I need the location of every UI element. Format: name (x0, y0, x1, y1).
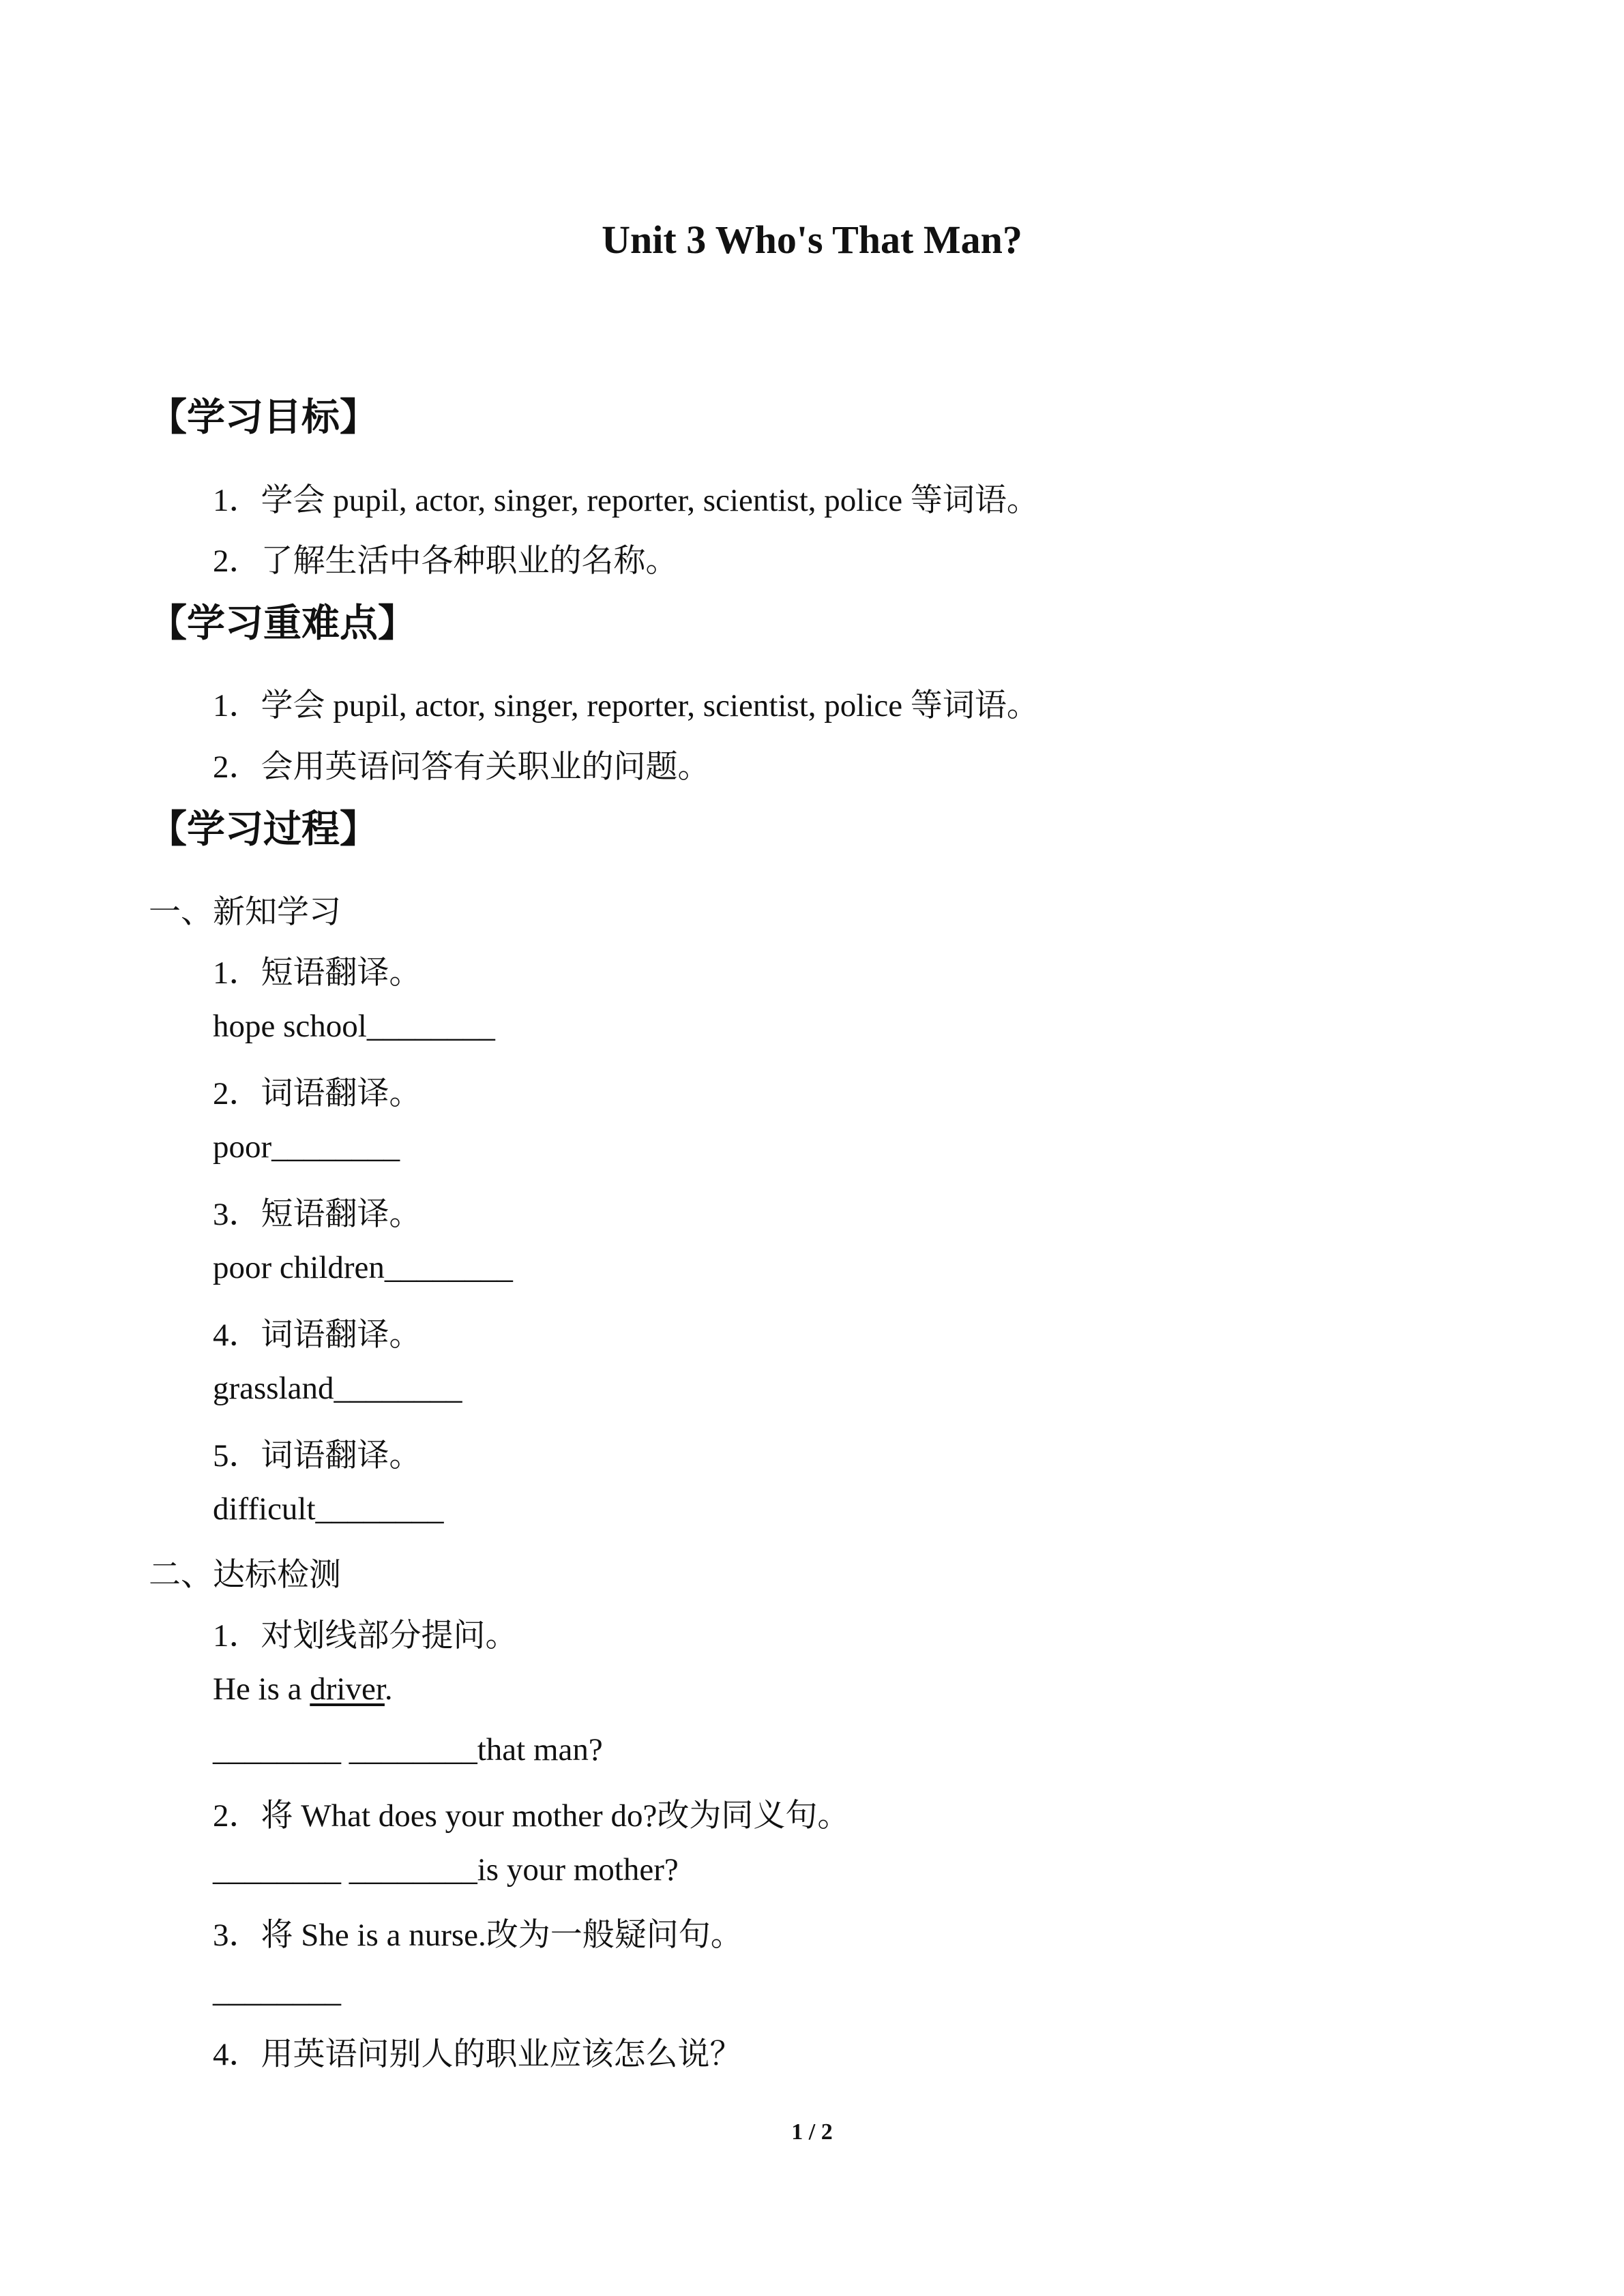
part1-item-2-instruction: 2．词语翻译。 (213, 1076, 422, 1112)
part1-item-3-instruction: 3．短语翻译。 (213, 1197, 422, 1232)
part2-q3-instruction: 3．将 She is a nurse.改为一般疑问句。 (213, 1918, 743, 1953)
objective-2: 2．了解生活中各种职业的名称。 (213, 543, 678, 579)
part1-item-4-instruction: 4．词语翻译。 (213, 1317, 422, 1353)
part2-q1-answer: ________ ________that man? (213, 1732, 603, 1768)
part1-item-2-prompt: poor________ (213, 1129, 400, 1165)
part1-heading: 一、新知学习 (149, 895, 341, 930)
q1-underlined-word: driver (310, 1671, 385, 1707)
page-number: 1 / 2 (791, 2119, 833, 2145)
part1-item-1-prompt: hope school________ (213, 1009, 495, 1044)
section-process: 【学习过程】 (149, 807, 378, 852)
q1-sentence-post: . (384, 1671, 393, 1707)
part2-q4-instruction: 4．用英语问别人的职业应该怎么说？ (213, 2037, 742, 2072)
part1-item-4-prompt: grassland________ (213, 1371, 462, 1406)
part2-heading: 二、达标检测 (149, 1557, 341, 1593)
part2-q3-answer: ________ (213, 1973, 341, 2009)
part2-q2-instruction: 2．将 What does your mother do?改为同义句。 (213, 1798, 850, 1834)
section-objectives: 【学习目标】 (149, 396, 378, 440)
page-title: Unit 3 Who's That Man? (602, 218, 1022, 262)
section-key-points: 【学习重难点】 (149, 601, 416, 646)
part2-q1-instruction: 1．对划线部分提问。 (213, 1618, 518, 1654)
key-point-1: 1．学会 pupil, actor, singer, reporter, scientist, police 等词语。 (213, 688, 1039, 724)
part2-q2-answer: ________ ________is your mother? (213, 1852, 679, 1888)
q1-sentence-pre: He is a (213, 1671, 310, 1707)
key-point-2: 2．会用英语问答有关职业的问题。 (213, 749, 710, 785)
part1-item-5-prompt: difficult________ (213, 1491, 444, 1527)
part1-item-5-instruction: 5．词语翻译。 (213, 1438, 422, 1474)
part1-item-3-prompt: poor children________ (213, 1250, 513, 1285)
objective-1: 1．学会 pupil, actor, singer, reporter, scientist, police 等词语。 (213, 483, 1039, 518)
part1-item-1-instruction: 1．短语翻译。 (213, 955, 422, 991)
part2-q1-sentence (213, 1671, 393, 1708)
